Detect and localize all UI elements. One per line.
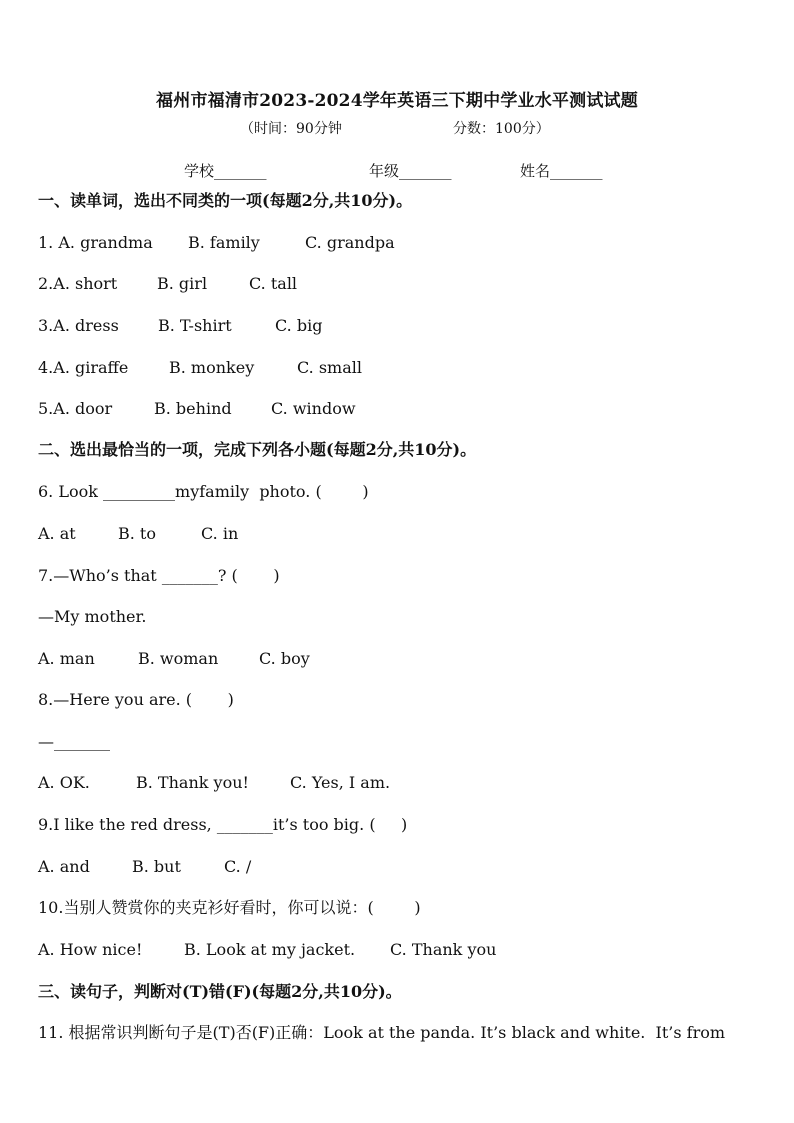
q6-option-c: C. in bbox=[201, 524, 239, 543]
q9-stem: 9.I like the red dress, _______it’s too big. ( ) bbox=[38, 815, 408, 834]
q6-stem: 6. Look _________myfamily photo. ( ) bbox=[38, 482, 369, 501]
q7-answer: —My mother. bbox=[38, 607, 147, 626]
q1-option-a: 1. A. grandma bbox=[38, 233, 153, 252]
q3-option-c: C. big bbox=[275, 316, 323, 335]
q9-option-a: A. and bbox=[38, 857, 90, 876]
section1-heading: 一、读单词，选出不同类的一项(每题2分,共10分)。 bbox=[38, 191, 413, 210]
q11-stem: 11. 根据常识判断句子是(T)否(F)正确：Look at the panda. It’s black and white. It’s from bbox=[38, 1023, 726, 1042]
q3-option-b: B. T-shirt bbox=[158, 316, 232, 335]
q9-option-b: B. but bbox=[132, 857, 181, 876]
q8-option-c: C. Yes, I am. bbox=[290, 773, 391, 792]
q6-option-a: A. at bbox=[38, 524, 76, 543]
q4-option-c: C. small bbox=[297, 358, 362, 377]
q5-option-b: B. behind bbox=[154, 399, 232, 418]
q7-option-c: C. boy bbox=[259, 649, 310, 668]
q7-stem: 7.—Who’s that _______? ( ) bbox=[38, 566, 280, 585]
q5-option-c: C. window bbox=[271, 399, 356, 418]
grade-field: 年级_______ bbox=[369, 162, 452, 180]
name-field: 姓名_______ bbox=[520, 162, 603, 180]
page-title: 福州市福清市2023-2024学年英语三下期中学业水平测试试题 bbox=[156, 91, 638, 111]
q7-option-b: B. woman bbox=[138, 649, 219, 668]
q2-option-a: 2.A. short bbox=[38, 274, 118, 293]
q5-option-a: 5.A. door bbox=[38, 399, 113, 418]
q1-option-b: B. family bbox=[188, 233, 260, 252]
q8-stem: 8.—Here you are. ( ) bbox=[38, 690, 234, 709]
q1-option-c: C. grandpa bbox=[305, 233, 395, 252]
school-field: 学校_______ bbox=[184, 162, 267, 180]
section2-heading: 二、选出最恰当的一项，完成下列各小题(每题2分,共10分)。 bbox=[38, 440, 477, 459]
q8-option-b: B. Thank you! bbox=[136, 773, 249, 792]
q4-option-a: 4.A. giraffe bbox=[38, 358, 129, 377]
q10-option-b: B. Look at my jacket. bbox=[184, 940, 356, 959]
q10-option-a: A. How nice! bbox=[38, 940, 143, 959]
q9-option-c: C. / bbox=[224, 857, 252, 876]
q4-option-b: B. monkey bbox=[169, 358, 255, 377]
q8-answer: —_______ bbox=[38, 732, 110, 751]
q3-option-a: 3.A. dress bbox=[38, 316, 119, 335]
q10-stem: 10.当别人赞赏你的夹克衫好看时，你可以说：( ) bbox=[38, 898, 421, 917]
q6-option-b: B. to bbox=[118, 524, 156, 543]
q8-option-a: A. OK. bbox=[38, 773, 90, 792]
q7-option-a: A. man bbox=[38, 649, 95, 668]
q2-option-b: B. girl bbox=[157, 274, 208, 293]
q10-option-c: C. Thank you bbox=[390, 940, 497, 959]
exam-score: 分数：100分） bbox=[453, 121, 550, 137]
section3-heading: 三、读句子，判断对(T)错(F)(每题2分,共10分)。 bbox=[38, 982, 402, 1001]
q2-option-c: C. tall bbox=[249, 274, 298, 293]
exam-time: （时间：90分钟 bbox=[240, 121, 342, 137]
